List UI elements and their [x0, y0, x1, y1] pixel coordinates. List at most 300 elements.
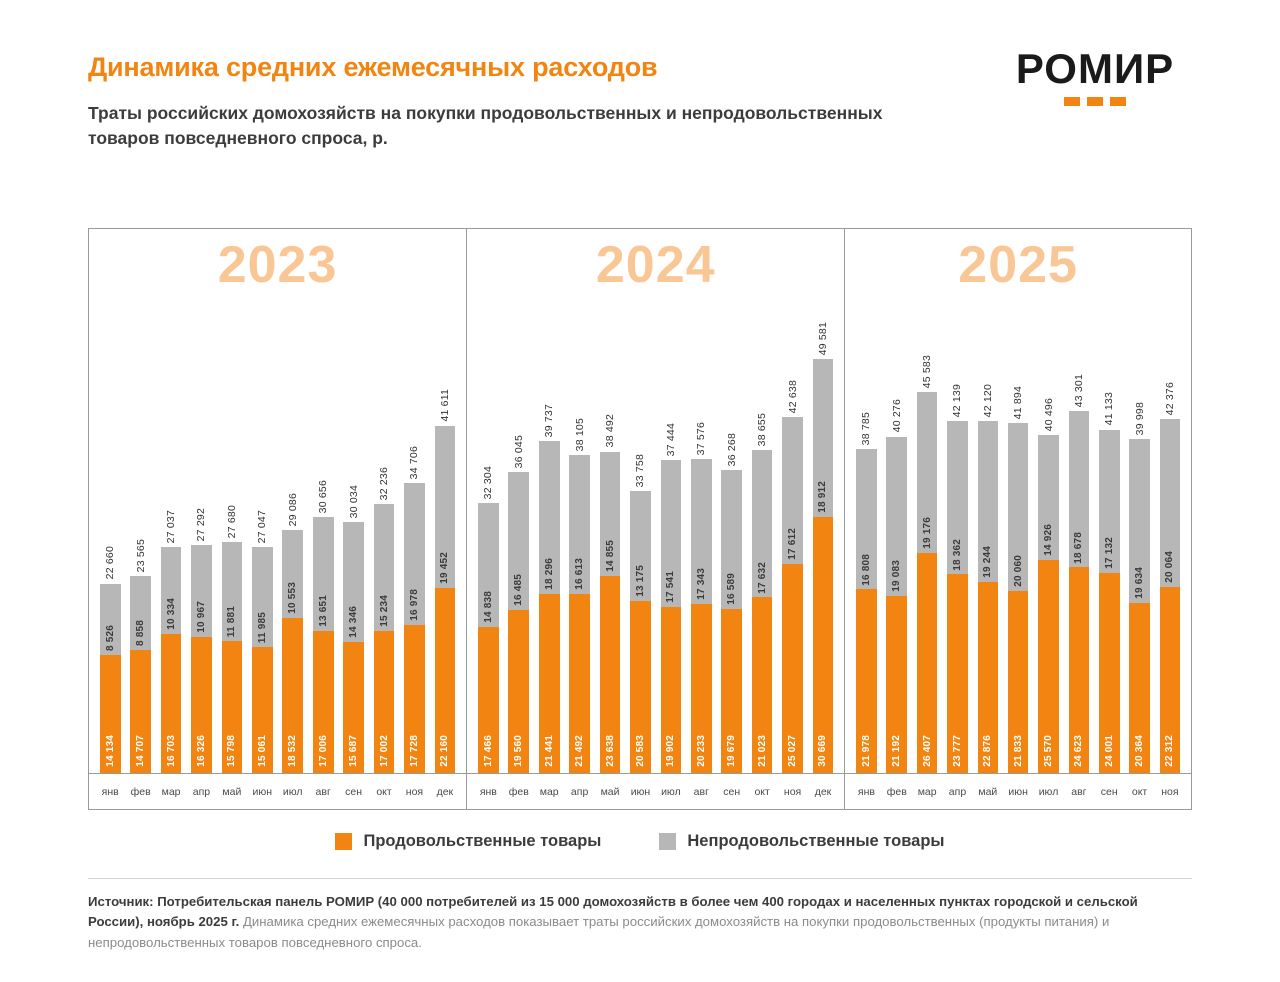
bar-column[interactable] — [473, 229, 503, 773]
bar-column[interactable] — [851, 229, 881, 773]
bar-segment-nonfood — [691, 459, 712, 604]
bar-segment-nonfood — [1129, 439, 1150, 603]
bar-segment-nonfood — [100, 584, 121, 655]
bar-column[interactable] — [1094, 229, 1124, 773]
bar-total-label: 42 120 — [981, 383, 994, 418]
romir-logo — [990, 45, 1200, 106]
logo-text: РОМИР — [1015, 45, 1175, 92]
x-axis-tick-label: ноя — [1161, 785, 1179, 798]
x-axis-tick-label: янв — [857, 785, 875, 798]
bar-segment-food — [1160, 587, 1181, 773]
bar-value-food: 19 902 — [665, 735, 677, 767]
x-axis-tick-label: июн — [630, 785, 651, 798]
stacked-bar — [222, 542, 243, 773]
bar-total-label: 38 105 — [573, 417, 586, 451]
bar-value-food: 21 192 — [891, 735, 903, 767]
bar-value-nonfood: 16 978 — [408, 589, 420, 621]
bar-segment-nonfood — [404, 483, 425, 625]
bar-column[interactable] — [686, 229, 716, 773]
x-axis-tick-label: авг — [315, 785, 331, 798]
bar-total-label: 27 037 — [165, 509, 178, 544]
bar-column[interactable] — [504, 229, 534, 773]
bar-total-label: 30 656 — [317, 479, 330, 514]
year-block-2025 — [844, 229, 1191, 809]
bar-segment-nonfood — [752, 450, 773, 597]
stacked-bar — [539, 441, 560, 773]
bar-value-nonfood: 19 083 — [891, 560, 903, 593]
bar-segment-nonfood — [508, 472, 529, 610]
bar-segment-nonfood — [1008, 423, 1029, 591]
stacked-bar — [478, 503, 499, 773]
stacked-bar — [917, 392, 938, 773]
x-axis-tick-label: май — [978, 785, 998, 798]
page-title: Динамика средних ежемесячных расходов — [88, 52, 658, 82]
bar-value-nonfood: 20 064 — [1164, 550, 1176, 583]
bar-column[interactable] — [912, 229, 942, 773]
bar-value-food: 26 407 — [921, 735, 933, 767]
bar-value-food: 24 623 — [1073, 735, 1085, 767]
bar-column[interactable] — [973, 229, 1003, 773]
bar-total-label: 41 611 — [438, 389, 451, 422]
bar-value-nonfood: 18 296 — [543, 558, 555, 590]
bar-total-label: 41 133 — [1103, 392, 1116, 426]
x-axis-tick-label: ноя — [783, 785, 802, 798]
bar-value-nonfood: 13 651 — [317, 595, 329, 628]
bar-value-nonfood: 10 967 — [195, 600, 207, 633]
stacked-bar — [130, 576, 151, 773]
bar-segment-food — [1129, 603, 1150, 773]
x-axis-tick-label: июл — [282, 785, 303, 798]
bar-segment-food — [191, 637, 212, 773]
x-axis-tick-label: дек — [814, 785, 832, 798]
bar-total-label: 27 047 — [256, 509, 269, 544]
bar-segment-food — [508, 610, 529, 773]
bar-segment-food — [313, 631, 334, 773]
bar-value-nonfood: 11 881 — [226, 605, 238, 638]
bar-value-food: 22 160 — [439, 735, 451, 767]
legend-item-food — [335, 832, 601, 851]
x-axis-tick-label: май — [222, 785, 242, 798]
legend-swatch-food-icon — [335, 833, 352, 850]
bar-value-nonfood: 14 346 — [348, 606, 360, 639]
bar-total-label: 49 581 — [816, 321, 829, 355]
bar-value-food: 25 570 — [1043, 735, 1055, 767]
bar-column[interactable] — [777, 229, 807, 773]
bar-value-food: 21 492 — [574, 735, 586, 767]
stacked-bar — [1099, 430, 1120, 773]
bar-total-label: 42 139 — [951, 383, 964, 418]
stacked-bar — [252, 547, 273, 773]
bar-column[interactable] — [625, 229, 655, 773]
chart-legend — [0, 832, 1280, 851]
bar-value-nonfood: 11 985 — [256, 612, 268, 644]
bar-segment-nonfood — [782, 417, 803, 564]
x-axis-tick-label: мар — [161, 785, 181, 798]
year-label-2023: 2023 — [217, 236, 338, 294]
stacked-bar — [374, 504, 395, 773]
stacked-bar — [569, 455, 590, 773]
stacked-bar — [1008, 423, 1029, 773]
plot-area-2025 — [845, 229, 1191, 773]
bar-segment-nonfood — [374, 504, 395, 631]
bar-segment-food — [222, 641, 243, 773]
x-axis-tick-label: сен — [345, 785, 363, 798]
bar-total-label: 32 236 — [378, 466, 390, 500]
bar-value-nonfood: 14 855 — [604, 539, 616, 572]
bar-segment-food — [478, 627, 499, 773]
legend-swatch-nonfood-icon — [659, 833, 676, 850]
bar-segment-nonfood — [282, 530, 303, 618]
bar-column[interactable] — [564, 229, 594, 773]
stacked-bar — [886, 437, 907, 773]
bar-value-nonfood: 19 244 — [982, 546, 994, 578]
bar-column[interactable] — [747, 229, 777, 773]
bar-column[interactable] — [95, 229, 125, 773]
bar-value-food: 19 679 — [726, 735, 738, 767]
bar-column[interactable] — [186, 229, 216, 773]
legend-label-nonfood: Непродовольственные товары — [687, 832, 945, 850]
bar-segment-food — [630, 601, 651, 773]
x-axis-2023 — [89, 773, 466, 809]
stacked-bar — [404, 483, 425, 773]
year-block-2023 — [89, 229, 466, 809]
bar-column[interactable] — [156, 229, 186, 773]
bar-value-food: 16 326 — [195, 735, 207, 767]
bar-segment-nonfood — [478, 503, 499, 627]
x-axis-tick-label: фев — [508, 785, 529, 798]
bar-value-nonfood: 20 060 — [1012, 554, 1024, 587]
bar-segment-nonfood — [569, 455, 590, 594]
x-axis-tick-label: апр — [570, 785, 589, 798]
x-axis-tick-label: фев — [886, 785, 907, 798]
plot-area-2023 — [89, 229, 466, 773]
x-axis-tick-label: янв — [101, 785, 119, 798]
x-axis-tick-label: янв — [479, 785, 497, 798]
stacked-bar — [600, 452, 621, 773]
bar-value-food: 17 006 — [317, 735, 329, 767]
stacked-bar — [1160, 419, 1181, 773]
stacked-bar — [661, 460, 682, 773]
legend-item-nonfood — [659, 832, 944, 851]
bar-value-food: 17 728 — [408, 735, 420, 767]
x-axis-tick-label: июн — [252, 785, 273, 798]
stacked-bar — [343, 522, 364, 773]
bar-segment-nonfood — [222, 542, 243, 641]
x-axis-tick-label: сен — [723, 785, 741, 798]
stacked-bar — [856, 449, 877, 773]
bar-column[interactable] — [656, 229, 686, 773]
bar-segment-food — [661, 607, 682, 773]
bar-segment-nonfood — [886, 437, 907, 596]
bar-value-food: 20 364 — [1134, 735, 1146, 767]
bar-total-label: 27 292 — [195, 507, 208, 542]
x-axis-tick-label: окт — [754, 785, 770, 798]
bar-total-label: 38 655 — [756, 412, 769, 447]
bar-segment-nonfood — [813, 359, 834, 517]
x-axis-tick-label: май — [600, 785, 620, 798]
bar-segment-food — [1099, 573, 1120, 773]
x-axis-tick-label: мар — [917, 785, 937, 798]
bar-value-food: 24 001 — [1103, 735, 1115, 767]
bar-column[interactable] — [1033, 229, 1063, 773]
bar-value-nonfood: 16 613 — [574, 557, 586, 590]
bar-column[interactable] — [430, 229, 460, 773]
x-axis-tick-label: июл — [1038, 785, 1059, 798]
bar-segment-nonfood — [630, 491, 651, 601]
bar-total-label: 45 583 — [921, 355, 934, 389]
stacked-bar — [1129, 439, 1150, 773]
bar-value-nonfood: 8 858 — [135, 620, 147, 647]
bar-total-label: 22 660 — [104, 546, 117, 580]
x-axis-2025 — [845, 773, 1191, 809]
bar-segment-food — [161, 634, 182, 773]
page-subtitle: Траты российских домохозяйств на покупки продовольственных и непродовольственных товаров повседневного спроса, р. — [88, 103, 883, 149]
stacked-bar — [752, 450, 773, 773]
stacked-bar — [947, 421, 968, 773]
bar-total-label: 39 737 — [543, 403, 556, 438]
bar-total-label: 29 086 — [286, 492, 299, 527]
bar-value-nonfood: 16 808 — [860, 553, 872, 586]
bar-column[interactable] — [1124, 229, 1154, 773]
bar-segment-nonfood — [1099, 430, 1120, 573]
bar-segment-nonfood — [1160, 419, 1181, 587]
bar-value-nonfood: 18 678 — [1073, 531, 1085, 564]
bar-value-nonfood: 18 362 — [951, 538, 963, 571]
stacked-bar — [691, 459, 712, 773]
x-axis-tick-label: фев — [130, 785, 151, 798]
bar-column[interactable] — [534, 229, 564, 773]
bar-total-label: 39 998 — [1133, 401, 1146, 436]
bar-column[interactable] — [369, 229, 399, 773]
bar-column[interactable] — [1003, 229, 1033, 773]
x-axis-2024 — [467, 773, 844, 809]
bar-value-food: 23 638 — [604, 735, 616, 767]
bar-segment-food — [100, 655, 121, 773]
x-axis-tick-label: апр — [948, 785, 967, 798]
stacked-bar — [313, 517, 334, 773]
bar-value-nonfood: 17 132 — [1103, 536, 1115, 569]
stacked-bar — [813, 359, 834, 773]
bar-segment-nonfood — [947, 421, 968, 574]
bar-segment-food — [600, 576, 621, 773]
bar-total-label: 40 496 — [1042, 397, 1055, 431]
bar-total-label: 23 565 — [134, 538, 147, 573]
stacked-bar — [1038, 435, 1059, 773]
bar-segment-food — [782, 564, 803, 773]
bar-segment-food — [404, 625, 425, 773]
bar-value-nonfood: 14 838 — [482, 591, 494, 624]
stacked-bar — [282, 530, 303, 773]
bar-total-label: 38 492 — [604, 414, 617, 448]
bar-value-food: 16 703 — [165, 735, 177, 767]
bar-segment-food — [1008, 591, 1029, 773]
bar-value-nonfood: 17 612 — [787, 528, 799, 561]
source-note — [88, 878, 1192, 953]
source-note-rest: Динамика средних ежемесячных расходов показывает траты российских домохозяйств на покупки продовольственных (продукты питания) и непродовольственных товаров повседневного спроса. — [88, 914, 1110, 950]
bar-total-label: 37 576 — [695, 421, 708, 456]
source-note-bold: Источник: Потребительская панель РОМИР (40 000 потребителей из 15 000 домохозяйств в более чем 400 городах и населенных пунктах городской и сельской России), ноябрь 2025 г. — [88, 894, 1138, 930]
bar-total-label: 33 758 — [634, 453, 647, 488]
stacked-bar — [191, 545, 212, 773]
bar-value-nonfood: 17 541 — [665, 571, 677, 603]
bar-value-nonfood: 13 175 — [634, 565, 646, 598]
bar-column[interactable] — [942, 229, 972, 773]
header — [88, 45, 1200, 152]
bar-segment-food — [435, 588, 456, 773]
bar-total-label: 37 444 — [664, 423, 677, 457]
bar-segment-food — [1069, 567, 1090, 773]
bar-segment-nonfood — [343, 522, 364, 642]
bar-segment-nonfood — [978, 421, 999, 582]
bar-segment-food — [374, 631, 395, 773]
bar-value-nonfood: 16 485 — [513, 573, 525, 606]
bar-value-nonfood: 8 526 — [104, 624, 116, 651]
x-axis-tick-label: окт — [1131, 785, 1148, 798]
year-block-2024 — [466, 229, 844, 809]
bar-column[interactable] — [217, 229, 247, 773]
bar-value-food: 17 002 — [378, 735, 390, 767]
bar-segment-food — [721, 609, 742, 773]
bar-value-food: 30 669 — [817, 735, 829, 767]
bar-segment-nonfood — [539, 441, 560, 594]
year-label-2024: 2024 — [595, 236, 716, 294]
stacked-bar — [721, 470, 742, 773]
bar-column[interactable] — [278, 229, 308, 773]
x-axis-tick-label: апр — [192, 785, 211, 798]
bar-segment-food — [282, 618, 303, 773]
bar-segment-nonfood — [1069, 411, 1090, 567]
x-axis-tick-label: авг — [693, 785, 709, 798]
bar-total-label: 38 785 — [860, 411, 873, 446]
bar-segment-food — [752, 597, 773, 773]
bar-value-food: 14 707 — [135, 735, 147, 767]
bar-segment-nonfood — [161, 547, 182, 633]
stacked-bar — [435, 426, 456, 773]
bar-value-food: 21 833 — [1012, 735, 1024, 767]
bar-value-food: 15 798 — [226, 735, 238, 767]
bar-segment-nonfood — [1038, 435, 1059, 560]
x-axis-tick-label: авг — [1071, 785, 1087, 798]
bar-value-food: 21 441 — [543, 735, 555, 767]
x-axis-tick-label: мар — [539, 785, 559, 798]
bar-value-nonfood: 15 234 — [378, 595, 390, 628]
bar-value-food: 15 061 — [256, 735, 268, 767]
bar-segment-food — [917, 553, 938, 773]
bar-segment-food — [569, 594, 590, 773]
logo-dots — [990, 97, 1200, 106]
bar-segment-food — [1038, 560, 1059, 774]
bar-value-nonfood: 16 589 — [726, 572, 738, 605]
x-axis-tick-label: окт — [376, 785, 392, 798]
bar-value-nonfood: 17 632 — [756, 561, 768, 594]
stacked-bar — [978, 421, 999, 773]
stacked-bar — [161, 547, 182, 773]
bar-segment-nonfood — [313, 517, 334, 631]
bar-segment-nonfood — [721, 470, 742, 609]
bar-value-food: 20 583 — [634, 735, 646, 767]
bar-segment-food — [886, 596, 907, 773]
bar-total-label: 40 276 — [890, 399, 903, 433]
bar-value-nonfood: 10 334 — [165, 597, 177, 630]
bar-column[interactable] — [595, 229, 625, 773]
legend-label-food: Продовольственные товары — [363, 832, 602, 850]
bar-segment-nonfood — [130, 576, 151, 650]
bar-value-nonfood: 14 926 — [1043, 523, 1055, 556]
bar-value-food: 22 876 — [982, 735, 994, 767]
bar-value-food: 18 532 — [287, 735, 299, 767]
bar-segment-food — [539, 594, 560, 773]
bar-segment-nonfood — [600, 452, 621, 576]
bar-segment-nonfood — [856, 449, 877, 589]
x-axis-tick-label: июл — [661, 785, 681, 798]
bar-column[interactable] — [125, 229, 155, 773]
bar-value-nonfood: 17 343 — [695, 568, 707, 601]
bar-segment-nonfood — [191, 545, 212, 637]
bar-segment-food — [947, 574, 968, 773]
bar-total-label: 42 376 — [1163, 381, 1176, 416]
bar-column[interactable] — [882, 229, 912, 773]
bar-total-label: 42 638 — [786, 379, 799, 413]
bar-value-food: 23 777 — [951, 735, 963, 767]
bar-column[interactable] — [717, 229, 747, 773]
bar-segment-food — [691, 604, 712, 773]
bar-value-food: 20 233 — [695, 735, 707, 767]
bar-total-label: 27 680 — [225, 504, 238, 538]
x-axis-tick-label: дек — [436, 785, 454, 798]
bar-column[interactable] — [308, 229, 338, 773]
bar-value-nonfood: 19 634 — [1134, 567, 1146, 599]
bar-segment-food — [252, 647, 273, 773]
year-label-2025: 2025 — [958, 236, 1078, 294]
bar-column[interactable] — [1064, 229, 1094, 773]
bar-segment-nonfood — [252, 547, 273, 647]
bar-segment-nonfood — [435, 426, 456, 588]
bar-value-nonfood: 10 553 — [287, 582, 299, 615]
stacked-bar — [100, 584, 121, 773]
bar-total-label: 36 045 — [512, 434, 525, 469]
bar-value-food: 17 466 — [482, 735, 494, 767]
stacked-bar — [782, 417, 803, 773]
stacked-bar — [630, 491, 651, 773]
bar-value-food: 21 978 — [860, 735, 872, 767]
bar-segment-food — [343, 642, 364, 773]
bar-column[interactable] — [1155, 229, 1185, 773]
bar-column[interactable] — [808, 229, 838, 773]
bar-total-label: 30 034 — [347, 484, 360, 519]
bar-total-label: 43 301 — [1072, 374, 1085, 408]
bar-segment-nonfood — [661, 460, 682, 606]
bar-segment-food — [130, 650, 151, 773]
bar-column[interactable] — [247, 229, 277, 773]
bar-value-nonfood: 19 452 — [439, 552, 451, 584]
stacked-bar — [1069, 411, 1090, 773]
bar-segment-nonfood — [917, 392, 938, 552]
stacked-bar — [508, 472, 529, 773]
bar-value-food: 15 687 — [348, 735, 360, 767]
stacked-bar-chart — [88, 228, 1192, 810]
bar-total-label: 36 268 — [725, 432, 738, 467]
bar-column[interactable] — [338, 229, 368, 773]
bar-column[interactable] — [399, 229, 429, 773]
bar-value-nonfood: 18 912 — [817, 481, 829, 513]
bar-total-label: 32 304 — [482, 465, 495, 500]
bar-value-food: 21 023 — [756, 735, 768, 767]
plot-area-2024 — [467, 229, 844, 773]
bar-value-nonfood: 19 176 — [921, 516, 933, 549]
bar-total-label: 41 894 — [1012, 385, 1025, 420]
x-axis-tick-label: июн — [1008, 785, 1028, 798]
bar-value-food: 19 560 — [513, 735, 525, 767]
